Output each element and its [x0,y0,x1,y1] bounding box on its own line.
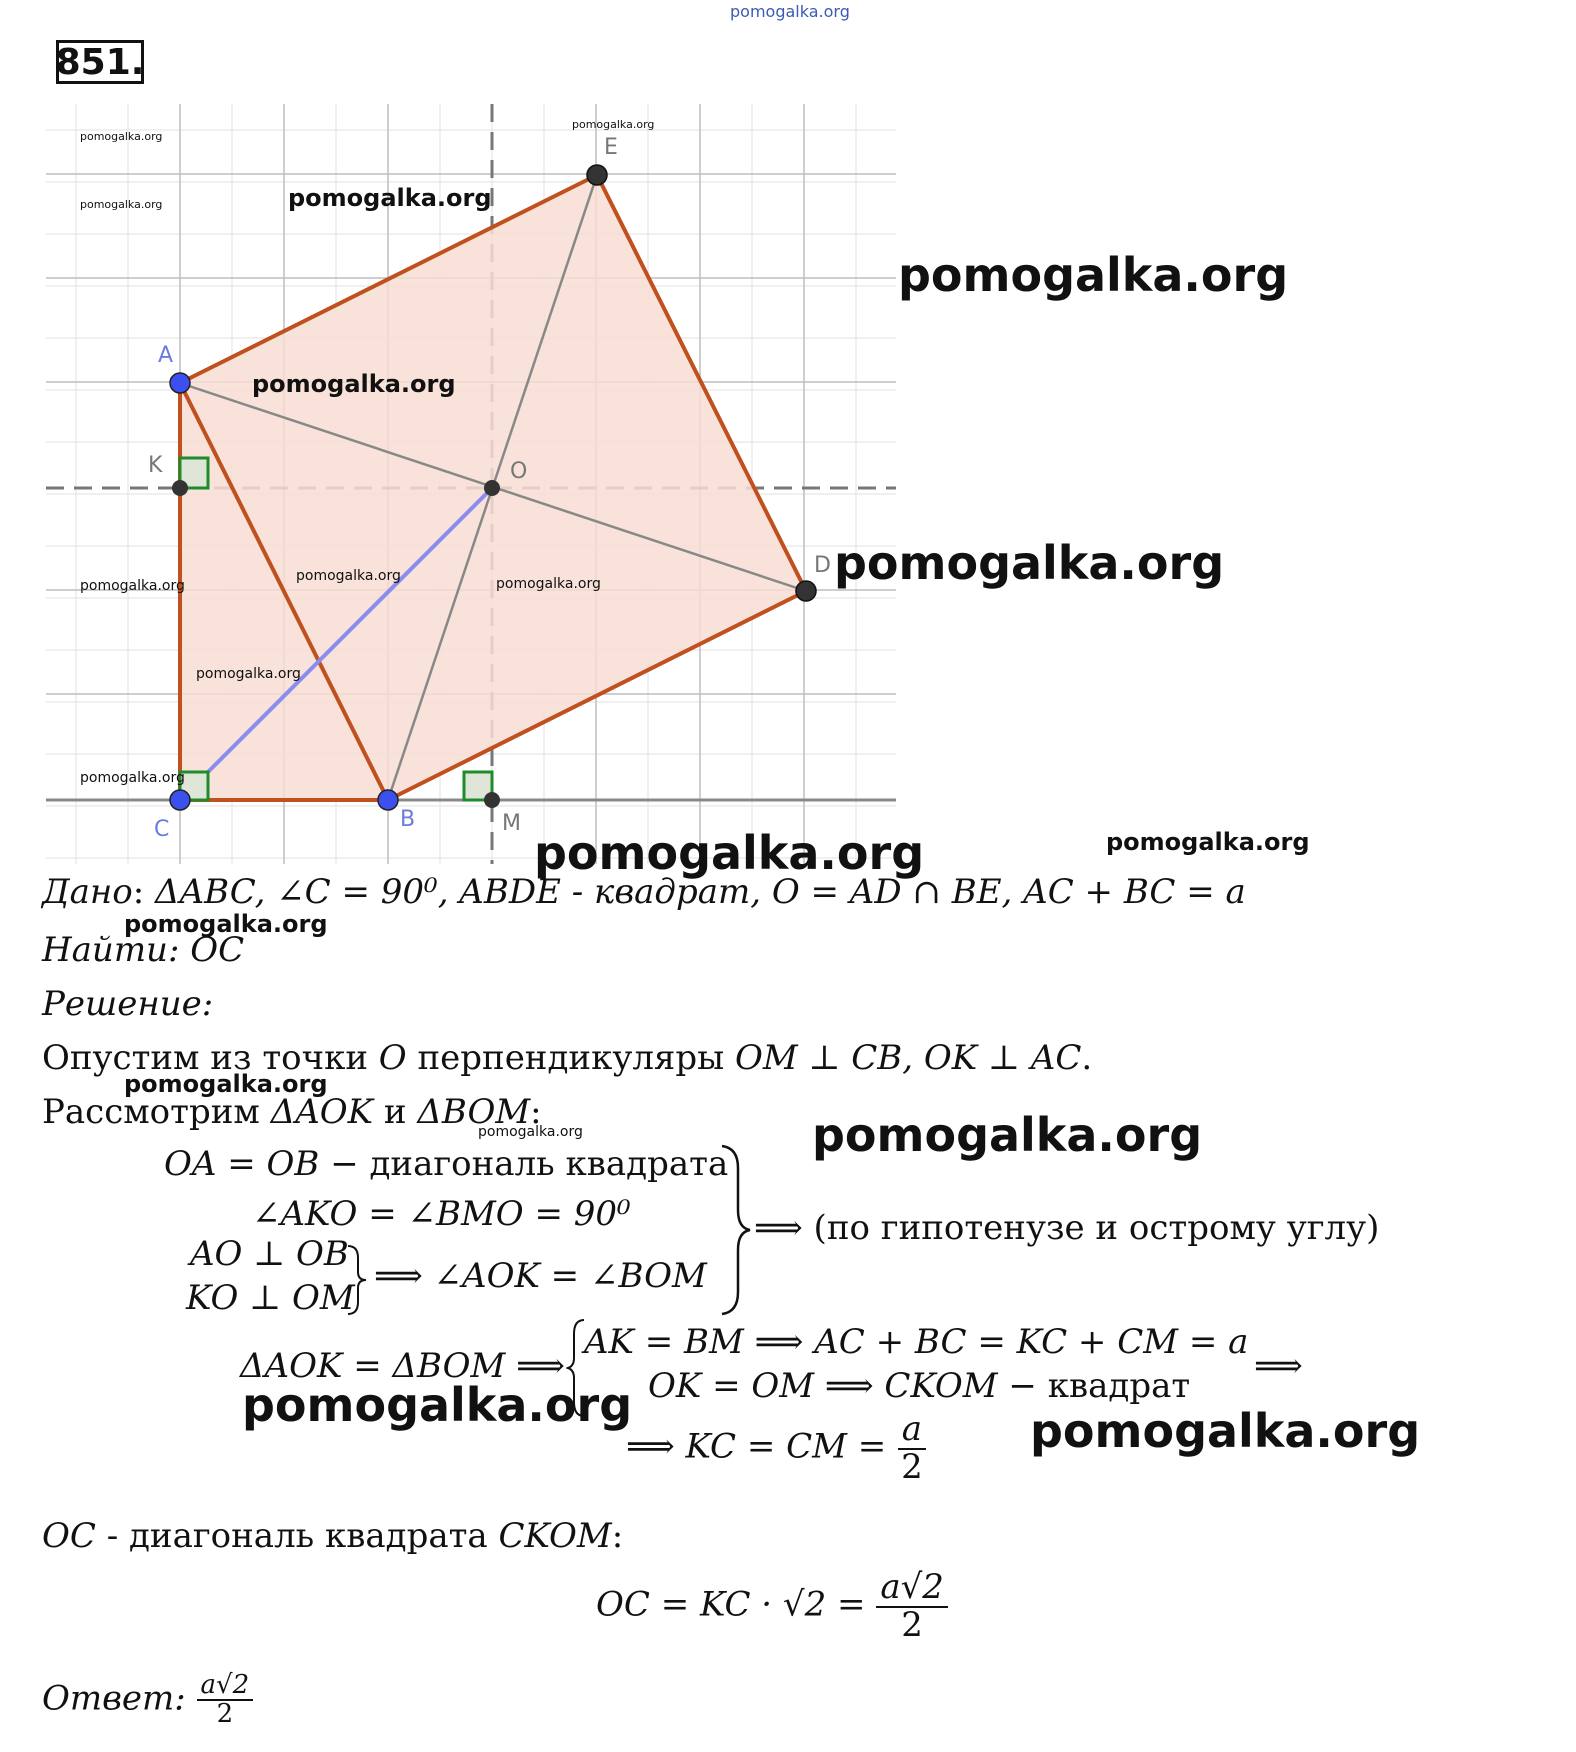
label-e: E [604,135,618,160]
system-line4: KO ⊥ OM [186,1278,355,1318]
final-formula-den: 2 [901,1604,923,1645]
step2-text: Рассмотрим [42,1092,271,1132]
watermark: pomogalka.org [898,248,1289,302]
result-r3-text: ⟹ KC = CM = [626,1426,898,1467]
geometry-figure [46,104,896,864]
result-frac-num: a [898,1412,926,1450]
step1-rest: перпендикуляры [406,1038,736,1078]
answer-line [42,1672,253,1729]
point-o [484,480,500,496]
system-conclusion: ⟹ (по гипотенузе и острому углу) [754,1208,1380,1248]
watermark: pomogalka.org [288,184,492,212]
watermark: pomogalka.org [478,1124,583,1140]
watermark: pomogalka.org [80,578,185,594]
answer-den: 2 [216,1699,234,1730]
step1-dot: . [1081,1038,1093,1078]
answer-num: a√2 [197,1672,254,1701]
step2-colon: : [530,1092,542,1132]
small-brace [344,1244,368,1316]
result-impl: ⟹ [1254,1346,1303,1386]
watermark-top: pomogalka.org [730,2,850,21]
watermark: pomogalka.org [124,910,328,938]
result-r2-math: OK = OM ⟹ CKOM − [648,1366,1048,1406]
step1-text: Опустим из точки [42,1038,379,1078]
large-brace [718,1144,752,1316]
result-r2 [648,1366,1190,1406]
system-line1 [164,1144,728,1184]
watermark: pomogalka.org [252,370,456,398]
step2-and: и [373,1092,418,1132]
result-frac-den: 2 [901,1446,923,1487]
oc-line-text: - диагональ квадрата [95,1516,499,1556]
oc-line [42,1516,623,1556]
oc-line-math: OC [42,1516,96,1556]
system-impl-angles: ⟹ ∠AOK = ∠BOM [374,1256,707,1296]
step2-math1: ΔAOK [270,1092,374,1132]
watermark: pomogalka.org [534,826,925,880]
point-c [170,790,190,810]
solution-label: Решение: [42,984,214,1024]
point-b [378,790,398,810]
oc-line-math2: CKOM [498,1516,612,1556]
point-e [587,165,607,185]
answer-label: Ответ: [42,1678,186,1719]
watermark: pomogalka.org [1106,828,1310,856]
watermark: pomogalka.org [80,130,163,143]
step2-math2: ΔBOM [417,1092,531,1132]
final-formula-lhs: OC = KC · √2 = [596,1584,877,1625]
watermark: pomogalka.org [812,1108,1203,1162]
watermark: pomogalka.org [572,118,655,131]
label-a: A [158,343,174,368]
system-line3: AO ⊥ OB [190,1234,349,1274]
result-lhs: ΔAOK = ΔBOM ⟹ [240,1346,565,1386]
watermark: pomogalka.org [1030,1404,1421,1458]
watermark: pomogalka.org [80,770,185,786]
point-a [170,373,190,393]
watermark: pomogalka.org [296,568,401,584]
final-formula-num: a√2 [876,1570,948,1608]
oc-line-colon: : [611,1516,624,1556]
step2-line [42,1092,542,1132]
watermark: pomogalka.org [124,1070,328,1098]
system-line1-text: диагональ квадрата [369,1144,729,1184]
result-r1: AK = BM ⟹ AC + BC = KC + CM = a [584,1322,1249,1362]
given-label: Дано [42,872,133,912]
problem-number: 851. [55,41,145,83]
result-fraction [897,1409,927,1487]
watermark: pomogalka.org [834,536,1225,590]
watermark: pomogalka.org [242,1378,633,1432]
given-line: Дано: ΔABC, ∠C = 90⁰, ABDE - квадрат, O = AD ∩ BE, AC + BC = a [42,872,1246,912]
final-formula [596,1567,948,1645]
label-d: D [814,553,831,578]
system-line2: ∠AKO = ∠BMO = 90⁰ [252,1194,631,1234]
final-formula-fraction [876,1567,948,1645]
given-text: ΔABC, ∠C = 90⁰, ABDE - квадрат, O = AD ∩ BE, AC + BC = a [155,872,1246,912]
step1-math: OM ⊥ CB, OK ⊥ AC [735,1038,1082,1078]
watermark: pomogalka.org [496,576,601,592]
find-line [42,930,244,970]
step1-point: O [378,1038,407,1078]
label-o: O [510,459,528,484]
system-line1-math: OA = OB − [164,1144,370,1184]
label-b: B [400,807,416,832]
label-k: K [148,453,163,478]
point-k [172,480,188,496]
find-value: OC [190,930,245,970]
answer-fraction [197,1672,254,1729]
label-m: M [502,811,521,836]
find-label: Найти: [42,930,180,970]
point-m [484,792,500,808]
watermark: pomogalka.org [196,666,301,682]
result-r3 [626,1409,927,1487]
point-d [796,581,816,601]
result-r2-text: квадрат [1047,1366,1191,1406]
label-c: C [154,817,170,842]
watermark: pomogalka.org [80,198,163,211]
